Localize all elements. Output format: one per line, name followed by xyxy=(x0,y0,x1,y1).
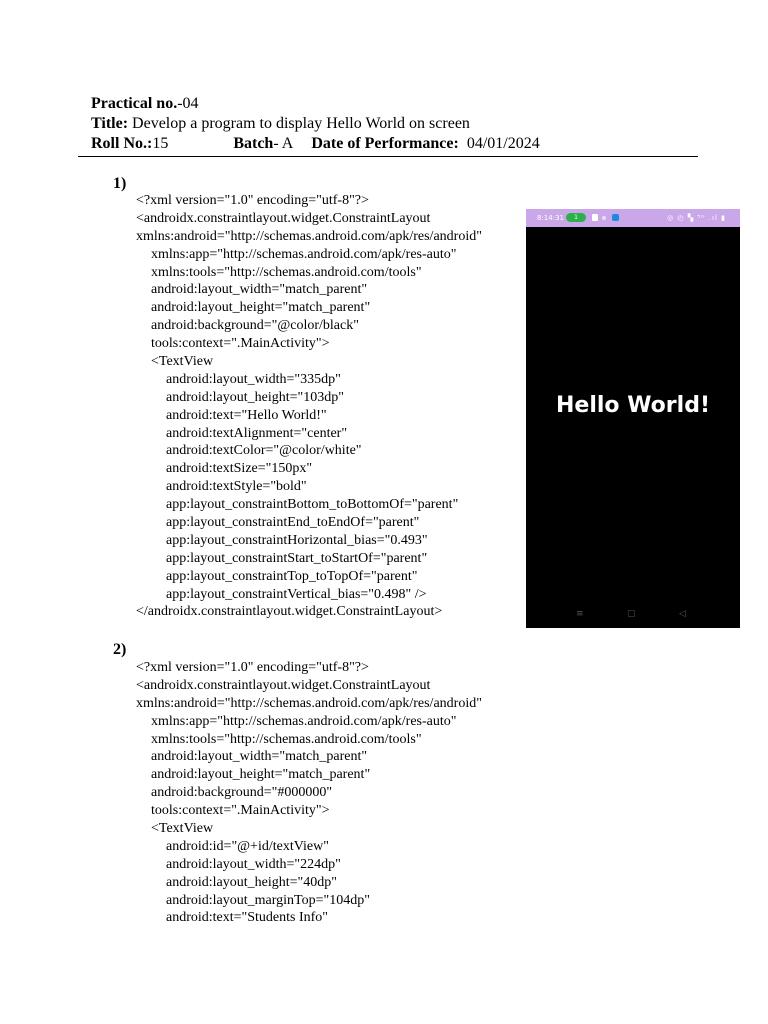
code-line: app:layout_constraintBottom_toBottomOf="parent" xyxy=(166,497,459,513)
code-line: <?xml version="1.0" encoding="utf-8"?> xyxy=(136,660,369,675)
code-line: android:background="@color/black" xyxy=(151,318,359,334)
code-line: xmlns:android="http://schemas.android.com/apk/res/android" xyxy=(136,695,482,711)
batch-value: - A xyxy=(273,135,294,152)
back-icon: ◁ xyxy=(679,609,686,619)
code-line: android:id="@+id/textView" xyxy=(166,838,329,854)
app-notification-icon xyxy=(612,214,619,221)
code-line: tools:context=".MainActivity"> xyxy=(151,803,330,819)
practical-value: -04 xyxy=(177,95,199,112)
code-line: android:textSize="150px" xyxy=(166,461,313,477)
recent-apps-icon: ≡ xyxy=(576,609,584,619)
code-line: <androidx.constraintlayout.widget.ConstraintLayout xyxy=(136,210,431,226)
code-line: <TextView xyxy=(151,354,214,370)
code-line: </androidx.constraintlayout.widget.ConstraintLayout> xyxy=(136,604,443,620)
date-label: Date of Performance: xyxy=(311,135,459,152)
phone-status-bar xyxy=(526,209,740,227)
code-line: android:text="Hello World!" xyxy=(166,407,327,423)
code-line: android:textAlignment="center" xyxy=(166,425,348,441)
code-line: android:layout_height="103dp" xyxy=(166,389,344,405)
home-icon: ▢ xyxy=(627,609,636,619)
notification-icon xyxy=(592,214,598,221)
status-system-icons: ◎ ◴ ▚ ⁵ᴳ .ıl ▮ xyxy=(667,214,726,222)
roll-batch-date-line xyxy=(91,134,701,154)
section-2-code xyxy=(136,659,482,927)
code-line: android:layout_width="335dp" xyxy=(166,371,341,387)
code-line: app:layout_constraintVertical_bias="0.498" /> xyxy=(166,586,427,602)
code-line: android:layout_width="match_parent" xyxy=(151,282,368,298)
title-label: Title: xyxy=(91,115,129,132)
document-header xyxy=(91,94,701,154)
code-line: android:layout_width="224dp" xyxy=(166,856,341,872)
code-line: app:layout_constraintEnd_toEndOf="parent" xyxy=(166,515,420,531)
code-line: android:text="Students Info" xyxy=(166,910,329,926)
hello-world-text: Hello World! xyxy=(556,393,710,418)
batch-label: Batch xyxy=(233,135,274,152)
practical-number-line xyxy=(91,94,701,114)
code-line: android:background="#000000" xyxy=(151,785,333,801)
code-line: xmlns:app="http://schemas.android.com/apk/res-auto" xyxy=(151,713,457,729)
code-line: <?xml version="1.0" encoding="utf-8"?> xyxy=(136,193,369,208)
code-line: android:layout_height="match_parent" xyxy=(151,300,371,316)
code-line: android:layout_height="match_parent" xyxy=(151,767,371,783)
status-call-pill: 1 xyxy=(566,213,586,222)
code-line: android:textColor="@color/white" xyxy=(166,443,362,459)
section-1-code xyxy=(136,192,482,621)
code-line: android:layout_height="40dp" xyxy=(166,874,337,890)
notification-dot-icon xyxy=(602,216,606,220)
section-1-number: 1) xyxy=(113,175,127,192)
code-line: xmlns:app="http://schemas.android.com/apk/res-auto" xyxy=(151,246,457,262)
practical-label: Practical no. xyxy=(91,95,178,112)
code-line: <TextView xyxy=(151,821,214,837)
title-line xyxy=(91,114,701,134)
roll-value: 15 xyxy=(152,135,169,152)
code-line: app:layout_constraintTop_toTopOf="parent" xyxy=(166,568,418,584)
code-line: <androidx.constraintlayout.widget.ConstraintLayout xyxy=(136,677,431,693)
phone-nav-bar xyxy=(526,609,740,623)
date-value: 04/01/2024 xyxy=(466,135,540,152)
code-line: xmlns:tools="http://schemas.android.com/tools" xyxy=(151,264,422,280)
code-line: android:layout_marginTop="104dp" xyxy=(166,892,370,908)
phone-screenshot xyxy=(526,209,740,628)
code-line: tools:context=".MainActivity"> xyxy=(151,336,330,352)
header-divider xyxy=(78,156,698,157)
section-2-number: 2) xyxy=(113,641,127,658)
code-line: app:layout_constraintStart_toStartOf="parent" xyxy=(166,550,428,566)
title-value: Develop a program to display Hello World on screen xyxy=(128,115,470,132)
status-time: 8:14:31 xyxy=(537,214,564,222)
roll-label: Roll No.: xyxy=(91,135,153,152)
code-line: android:textStyle="bold" xyxy=(166,479,307,495)
code-line: android:layout_width="match_parent" xyxy=(151,749,368,765)
code-line: app:layout_constraintHorizontal_bias="0.493" xyxy=(166,532,428,548)
code-line: xmlns:android="http://schemas.android.com/apk/res/android" xyxy=(136,228,482,244)
code-line: xmlns:tools="http://schemas.android.com/tools" xyxy=(151,731,422,747)
